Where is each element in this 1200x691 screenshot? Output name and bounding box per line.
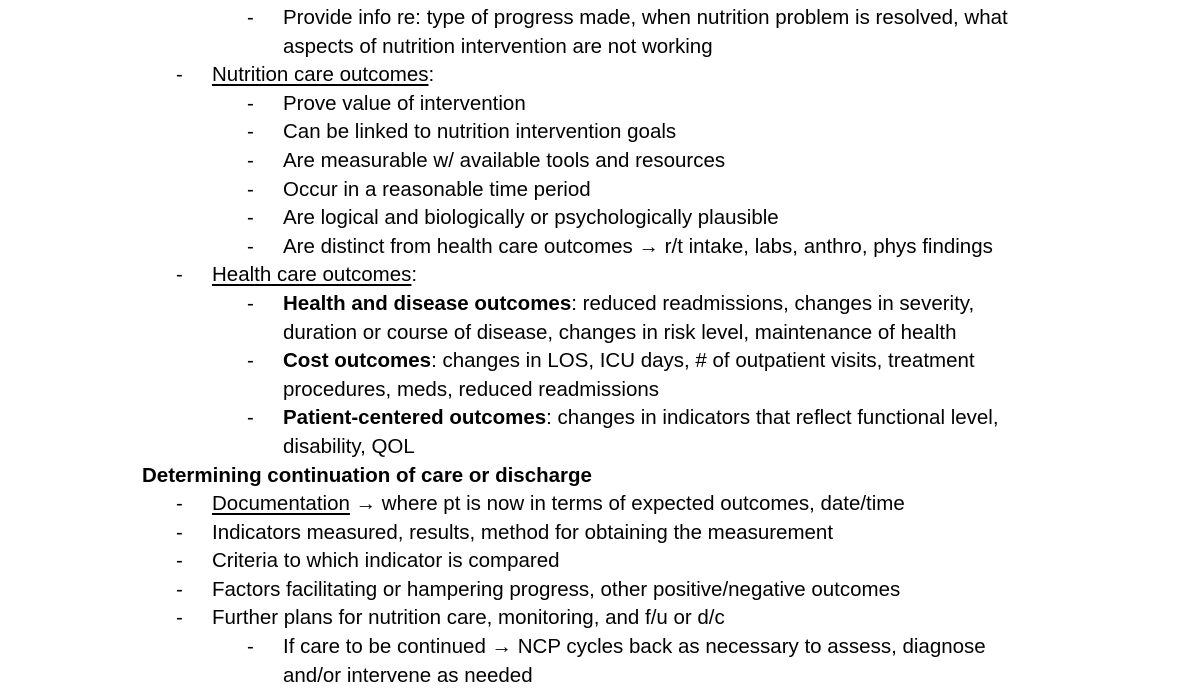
document-body xyxy=(0,4,1200,690)
cost-desc-cont: procedures, meds, reduced readmissions xyxy=(283,377,660,401)
list-item xyxy=(0,490,1200,519)
progress-info-text-cont: aspects of nutrition intervention are not working xyxy=(283,34,713,58)
bullet-dash: - xyxy=(247,406,254,430)
list-item xyxy=(0,4,1200,33)
health-disease-desc-cont: duration or course of disease, changes in risk level, maintenance of health xyxy=(283,320,957,344)
bullet-dash: - xyxy=(176,520,183,544)
bullet-dash: - xyxy=(247,148,254,172)
section-heading: Determining continuation of care or discharge xyxy=(142,463,592,487)
nutrition-care-outcomes-heading: Nutrition care outcomes xyxy=(212,63,429,87)
progress-info-text: Provide info re: type of progress made, when nutrition problem is resolved, what xyxy=(283,6,1008,29)
bullet-dash: - xyxy=(247,120,254,144)
list-item xyxy=(0,633,1200,662)
health-disease-term: Health and disease outcomes xyxy=(283,291,572,315)
list-item xyxy=(0,290,1200,319)
health-disease-desc: : reduced readmissions, changes in severity, xyxy=(571,291,975,315)
patient-centered-term: Patient-centered outcomes xyxy=(283,406,547,430)
documentation-term: Documentation xyxy=(212,492,350,516)
heading-colon: : xyxy=(428,63,435,87)
outcome-item: Can be linked to nutrition intervention goals xyxy=(283,120,677,144)
care-continued-text: If care to be continued → NCP cycles back as necessary to assess, diagnose xyxy=(283,635,986,659)
continuation-item: Factors facilitating or hampering progress, other positive/negative outcomes xyxy=(212,577,901,601)
outcome-item: Are logical and biologically or psychologically plausible xyxy=(283,206,779,230)
list-item-continuation xyxy=(0,33,1200,62)
list-item-continuation xyxy=(0,433,1200,462)
bullet-dash: - xyxy=(247,349,254,373)
outcome-item: Are measurable w/ available tools and resources xyxy=(283,148,726,172)
list-item-continuation xyxy=(0,662,1200,691)
cost-term: Cost outcomes xyxy=(283,349,432,373)
bullet-dash: - xyxy=(176,492,183,516)
care-continued-text-cont: and/or intervene as needed xyxy=(283,663,533,687)
section-heading-row xyxy=(0,462,1200,491)
list-item xyxy=(0,233,1200,262)
bullet-dash: - xyxy=(176,577,183,601)
patient-centered-desc: : changes in indicators that reflect functional level, xyxy=(546,406,999,430)
continuation-item: Further plans for nutrition care, monitoring, and f/u or d/c xyxy=(212,606,725,630)
list-item xyxy=(0,576,1200,605)
bullet-dash: - xyxy=(247,91,254,115)
list-item xyxy=(0,204,1200,233)
cost-desc: : changes in LOS, ICU days, # of outpatient visits, treatment xyxy=(431,349,975,373)
bullet-dash: - xyxy=(247,291,254,315)
outcome-item: Prove value of intervention xyxy=(283,91,526,115)
bullet-dash: - xyxy=(247,177,254,201)
list-item xyxy=(0,547,1200,576)
list-item xyxy=(0,90,1200,119)
patient-centered-desc-cont: disability, QOL xyxy=(283,434,415,458)
bullet-dash: - xyxy=(176,263,183,287)
list-item xyxy=(0,261,1200,290)
continuation-item: Criteria to which indicator is compared xyxy=(212,549,560,573)
documentation-desc: → where pt is now in terms of expected outcomes, date/time xyxy=(349,492,905,516)
list-item xyxy=(0,147,1200,176)
list-item-continuation xyxy=(0,319,1200,348)
bullet-dash: - xyxy=(247,206,254,230)
outcome-item: Occur in a reasonable time period xyxy=(283,177,591,201)
outcome-item: Are distinct from health care outcomes → r/t intake, labs, anthro, phys findings xyxy=(283,234,993,258)
bullet-dash: - xyxy=(176,63,183,87)
bullet-dash: - xyxy=(247,6,254,29)
heading-colon: : xyxy=(411,263,418,287)
list-item xyxy=(0,519,1200,548)
list-item xyxy=(0,347,1200,376)
health-care-outcomes-heading: Health care outcomes xyxy=(212,263,412,287)
list-item xyxy=(0,61,1200,90)
bullet-dash: - xyxy=(176,549,183,573)
list-item xyxy=(0,118,1200,147)
list-item xyxy=(0,176,1200,205)
list-item xyxy=(0,604,1200,633)
continuation-item: Indicators measured, results, method for obtaining the measurement xyxy=(212,520,834,544)
list-item xyxy=(0,404,1200,433)
list-item-continuation xyxy=(0,376,1200,405)
bullet-dash: - xyxy=(176,606,183,630)
bullet-dash: - xyxy=(247,234,254,258)
bullet-dash: - xyxy=(247,635,254,659)
